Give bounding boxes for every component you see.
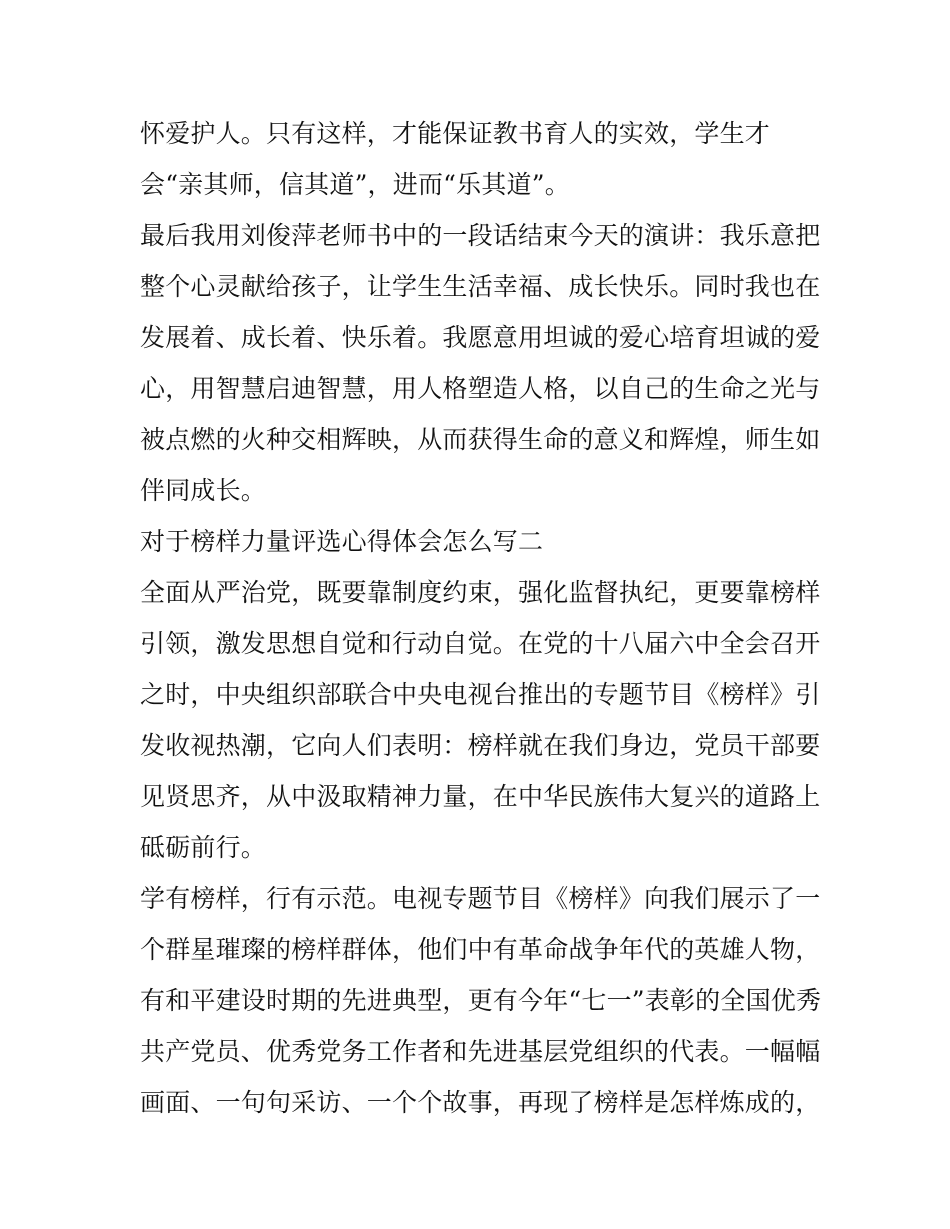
text-line: 发展着、成长着、快乐着。我愿意用坦诚的爱心培育坦诚的爱 — [140, 323, 821, 352]
text-line: 砥砺前行。 — [140, 833, 267, 862]
text-line: 共产党员、优秀党务工作者和先进基层党组织的代表。一幅幅 — [140, 1037, 821, 1066]
text-line: 引领，激发思想自觉和行动自觉。在党的十八届六中全会召开 — [140, 629, 821, 658]
text-line: 整个心灵献给孩子，让学生生活幸福、成长快乐。同时我也在 — [140, 272, 821, 301]
text-line: 心，用智慧启迪智慧，用人格塑造人格，以自己的生命之光与 — [140, 374, 821, 403]
text-line: 发收视热潮，它向人们表明：榜样就在我们身边，党员干部要 — [140, 731, 821, 760]
text-line: 伴同成长。 — [140, 476, 267, 505]
text-line: 有和平建设时期的先进典型，更有今年“七一”表彰的全国优秀 — [140, 986, 822, 1015]
document-body — [140, 108, 840, 1128]
text-line: 见贤思齐，从中汲取精神力量，在中华民族伟大复兴的道路上 — [140, 782, 821, 811]
text-line: 最后我用刘俊萍老师书中的一段话结束今天的演讲：我乐意把 — [140, 221, 821, 250]
text-line: 之时，中央组织部联合中央电视台推出的专题节目《榜样》引 — [140, 680, 821, 709]
text-line: 被点燃的火种交相辉映，从而获得生命的意义和辉煌，师生如 — [140, 425, 821, 454]
section-heading: 对于榜样力量评选心得体会怎么写二 — [140, 527, 544, 556]
text-line: 画面、一句句采访、一个个故事，再现了榜样是怎样炼成的， — [140, 1088, 821, 1117]
text-line: 会“亲其师，信其道”，进而“乐其道”。 — [140, 170, 570, 199]
text-line: 学有榜样，行有示范。电视专题节目《榜样》向我们展示了一 — [140, 884, 821, 913]
text-line: 全面从严治党，既要靠制度约束，强化监督执纪，更要靠榜样 — [140, 578, 821, 607]
text-line: 怀爱护人。只有这样，才能保证教书育人的实效，学生才 — [140, 119, 771, 148]
text-line: 个群星璀璨的榜样群体，他们中有革命战争年代的英雄人物， — [140, 935, 821, 964]
